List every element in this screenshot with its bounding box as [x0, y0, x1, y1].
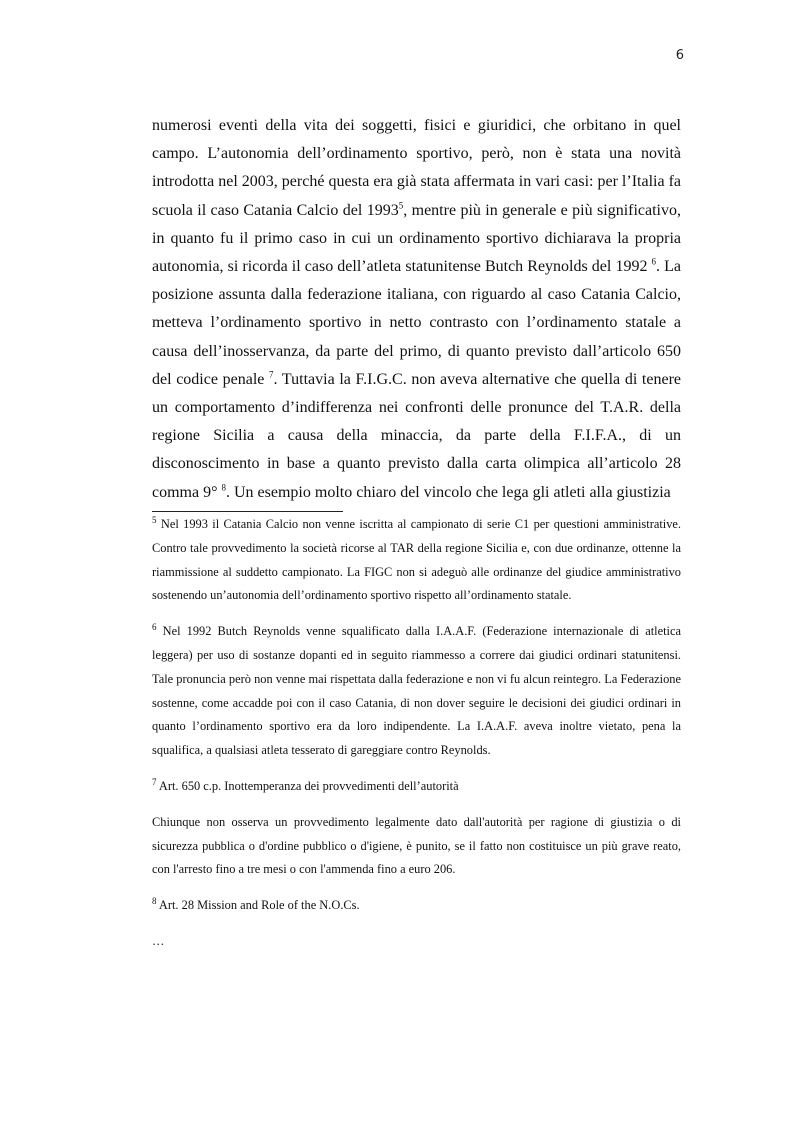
footnote-8-title — [152, 894, 681, 918]
footnote-7-number: 7 — [152, 776, 157, 787]
footnote-ref-5[interactable]: 5 — [398, 200, 404, 211]
footnote-7-text: Chiunque non osserva un provvedimento legalmente dato dall'autorità per ragione di giustizia o di sicurezza pubblica o d'ordine pubblico o d'igiene, è punito, se il fatto non costituisce un più grave reato, con l'arresto fino a tre mesi o con l'ammenda fino a euro 206. — [152, 814, 681, 877]
footnote-ref-8[interactable]: 8 — [221, 482, 226, 493]
body-text-part-4: . Tuttavia la F.I.G.C. non aveva alternative che quella di tenere un comportamento d’indifferenza nei confronti delle pronunce del T.A.R. della regione Sicilia a causa della minaccia, da parte della F.I.F.A., di un disconoscimento in base a quanto previsto dalla carta olimpica all’articolo 28 comma 9° — [152, 370, 682, 501]
footnote-6-text: Nel 1992 Butch Reynolds venne squalificato dalla I.A.A.F. (Federazione internazionale di atletica leggera) per uso di sostanze dopanti ed in seguito riammesso a correre dai giudici ordinari statunitensi. Tale pronuncia però non venne mai rispettata dalla federazione e non vi fu alcun reintegro. La Federazione sostenne, come accadde poi con il caso Catania, di non dover seguire le decisioni dei giudici ordinari in quanto l’ordinamento sportivo era da loro indipendente. La I.A.A.F. aveva inoltre vietato, pena la squalifica, a qualsiasi atleta tesserato di gareggiare contro Reynolds. — [152, 624, 681, 758]
footnotes-section — [152, 513, 681, 966]
footnote-5-text: Nel 1993 il Catania Calcio non venne iscritta al campionato di serie C1 per questioni amministrative. Contro tale provvedimento la società ricorse al TAR della regione Sicilia e, con due ordinanze, ottenne la riammissione al suddetto campionato. La FIGC non si adeguò alle ordinanze del giudice amministrativo sostenendo un’autonomia dell’ordinamento sportivo rispetto all’ordinamento statale. — [152, 517, 681, 603]
footnote-6-number: 6 — [152, 622, 157, 633]
footnote-8-number: 8 — [152, 896, 157, 907]
footnote-7-title-text: Art. 650 c.p. Inottemperanza dei provvedimenti dell’autorità — [156, 778, 459, 793]
footnote-8-ellipsis: … — [152, 933, 165, 948]
footnote-7-title — [152, 775, 681, 799]
footnote-5 — [152, 513, 681, 608]
body-text-part-2: , mentre più in generale e più significativo, in quanto fu il primo caso in cui un ordinamento sportivo dichiarava la propria autonomia, si ricorda il caso dell’atleta statunitense Butch Reynolds del 1992 — [152, 201, 682, 276]
body-text-part-5: . Un esempio molto chiaro del vincolo che lega gli atleti alla giustizia — [226, 483, 671, 501]
footnote-ref-6[interactable]: 6 — [651, 256, 657, 267]
footnote-8-title-text: Art. 28 Mission and Role of the N.O.Cs. — [156, 898, 360, 913]
footnote-separator — [152, 511, 343, 512]
footnote-6 — [152, 620, 681, 763]
body-text-part-3: . La posizione assunta dalla federazione italiana, con riguardo al caso Catania Calcio, metteva l’ordinamento sportivo in netto contrasto con l’ordinamento statale a causa dell’inosservanza, da parte del primo, di quanto previsto dall’articolo 650 del codice penale — [152, 258, 682, 388]
footnote-ref-7[interactable]: 7 — [269, 369, 274, 380]
page-number: 6 — [675, 48, 684, 63]
body-paragraph — [152, 112, 681, 507]
body-text-part-1: numerosi eventi della vita dei soggetti, fisici e giuridici, che orbitano in quel campo. L’autonomia dell’ordinamento sportivo, però, non è stata una novità introdotta nel 2003, perché questa era già stata affermata in vari casi: per l’Italia fa scuola il caso Catania Calcio del 1993 — [152, 117, 681, 219]
footnote-5-number: 5 — [152, 514, 157, 525]
